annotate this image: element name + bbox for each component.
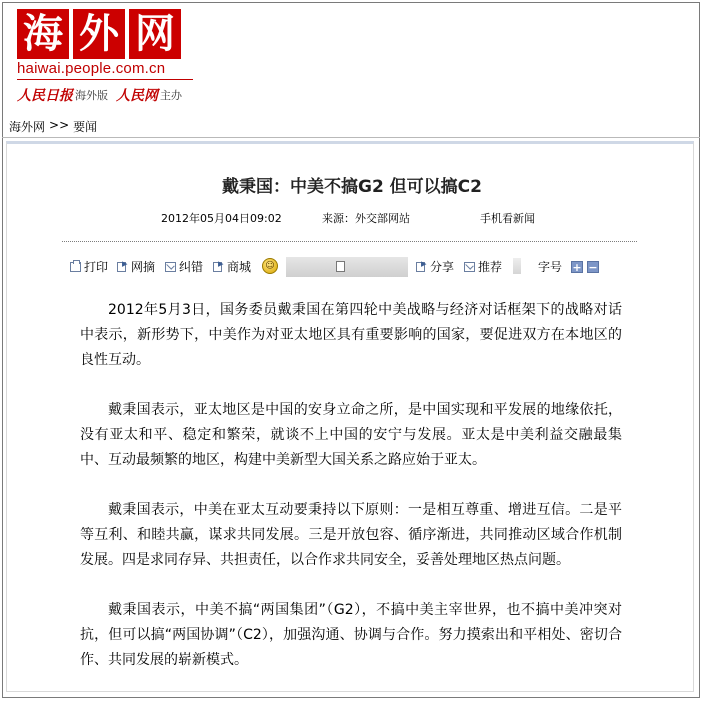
- mail-icon: [165, 262, 176, 272]
- share-label: 分享: [430, 260, 455, 274]
- article-title: 戴秉国：中美不搞G2 但可以搞C2: [221, 177, 482, 197]
- breadcrumb: [9, 118, 97, 135]
- dotted-divider: [62, 241, 637, 242]
- article-date: 2012年05月04日09:02: [161, 212, 282, 225]
- share-arrow-icon: [117, 261, 128, 272]
- article-paragraph: 戴秉国表示，中美不搞“两国集团”（G2），不搞中美主宰世界，也不搞中美冲突对抗，但可以搞“两国协调”（C2），加强沟通、协调与合作。努力摸索出和平相处、密切合作、共同发展的崭新模式。: [80, 602, 622, 668]
- logo-subtitle: [17, 85, 190, 105]
- smiley-icon[interactable]: ☺: [262, 258, 278, 274]
- article-source: 来源：外交部网站: [322, 212, 410, 225]
- blank-slot: [513, 258, 521, 274]
- mobile-news-link-text[interactable]: 手机看新闻: [480, 212, 535, 225]
- share-button[interactable]: [416, 258, 454, 275]
- print-button[interactable]: [70, 258, 108, 275]
- printer-icon: [70, 262, 81, 272]
- recommend-button[interactable]: [464, 258, 502, 275]
- article-toolbar: [0, 258, 704, 276]
- mail-icon: [464, 262, 475, 272]
- web-excerpt-label: 网摘: [131, 260, 156, 274]
- shop-label: 商城: [227, 260, 252, 274]
- share-arrow-icon: [213, 261, 224, 272]
- overseas-edition-text: 海外版: [75, 89, 108, 102]
- shop-button[interactable]: [213, 258, 251, 275]
- document-icon: [336, 261, 345, 272]
- toolbar-gray-bar: [286, 257, 408, 277]
- people-net-brand: 人民网: [116, 88, 158, 104]
- breadcrumb-home-link[interactable]: 海外网: [9, 120, 46, 134]
- logo-char-1: 海: [17, 9, 69, 59]
- correct-button[interactable]: [165, 258, 203, 275]
- article-paragraph: 戴秉国表示，中美在亚太互动要秉持以下原则：一是相互尊重、增进互信。二是平等互利、和睦共赢，谋求共同发展。三是开放包容、循序渐进，共同推动区域合作机制发展。四是求同存异、共担责任，以合作求共同安全，妥善处理地区热点问题。: [80, 502, 622, 568]
- font-decrease-button[interactable]: −: [588, 261, 598, 274]
- logo-char-2: 外: [73, 9, 125, 59]
- print-label: 打印: [84, 260, 109, 274]
- font-size-label: 字号: [538, 260, 563, 274]
- logo-domain: haiwai.people.com.cn: [17, 60, 166, 77]
- article-body: [80, 298, 622, 698]
- font-increase-button[interactable]: +: [572, 261, 582, 274]
- recommend-label: 推荐: [478, 260, 503, 274]
- article-paragraph: 2012年5月3日，国务委员戴秉国在第四轮中美战略与经济对话框架下的战略对话中表示，新形势下，中美作为对亚太地区具有重要影响的国家，要促进双方在本地区的良性互动。: [80, 302, 622, 368]
- logo-divider: [17, 79, 193, 80]
- web-excerpt-button[interactable]: [117, 258, 155, 275]
- people-daily-brand: 人民日报: [17, 88, 73, 104]
- breadcrumb-section-link[interactable]: 要闻: [73, 120, 98, 134]
- site-logo[interactable]: [17, 9, 181, 59]
- blank-icon: [513, 258, 521, 274]
- correct-label: 纠错: [179, 260, 204, 274]
- logo-char-3: 网: [129, 9, 181, 59]
- host-text: 主办: [160, 89, 182, 102]
- share-arrow-icon: [416, 261, 427, 272]
- breadcrumb-divider: [2, 137, 700, 138]
- breadcrumb-separator: >>: [49, 118, 70, 132]
- mobile-news-link[interactable]: [480, 210, 535, 226]
- article-paragraph: 戴秉国表示，亚太地区是中国的安身立命之所，是中国实现和平发展的地缘依托，没有亚太和平、稳定和繁荣，就谈不上中国的安宁与发展。亚太是中美利益交融最集中、互动最频繁的地区，构建中美新型大国关系之路应始于亚太。: [80, 402, 622, 468]
- font-size-label-wrap: [538, 258, 562, 275]
